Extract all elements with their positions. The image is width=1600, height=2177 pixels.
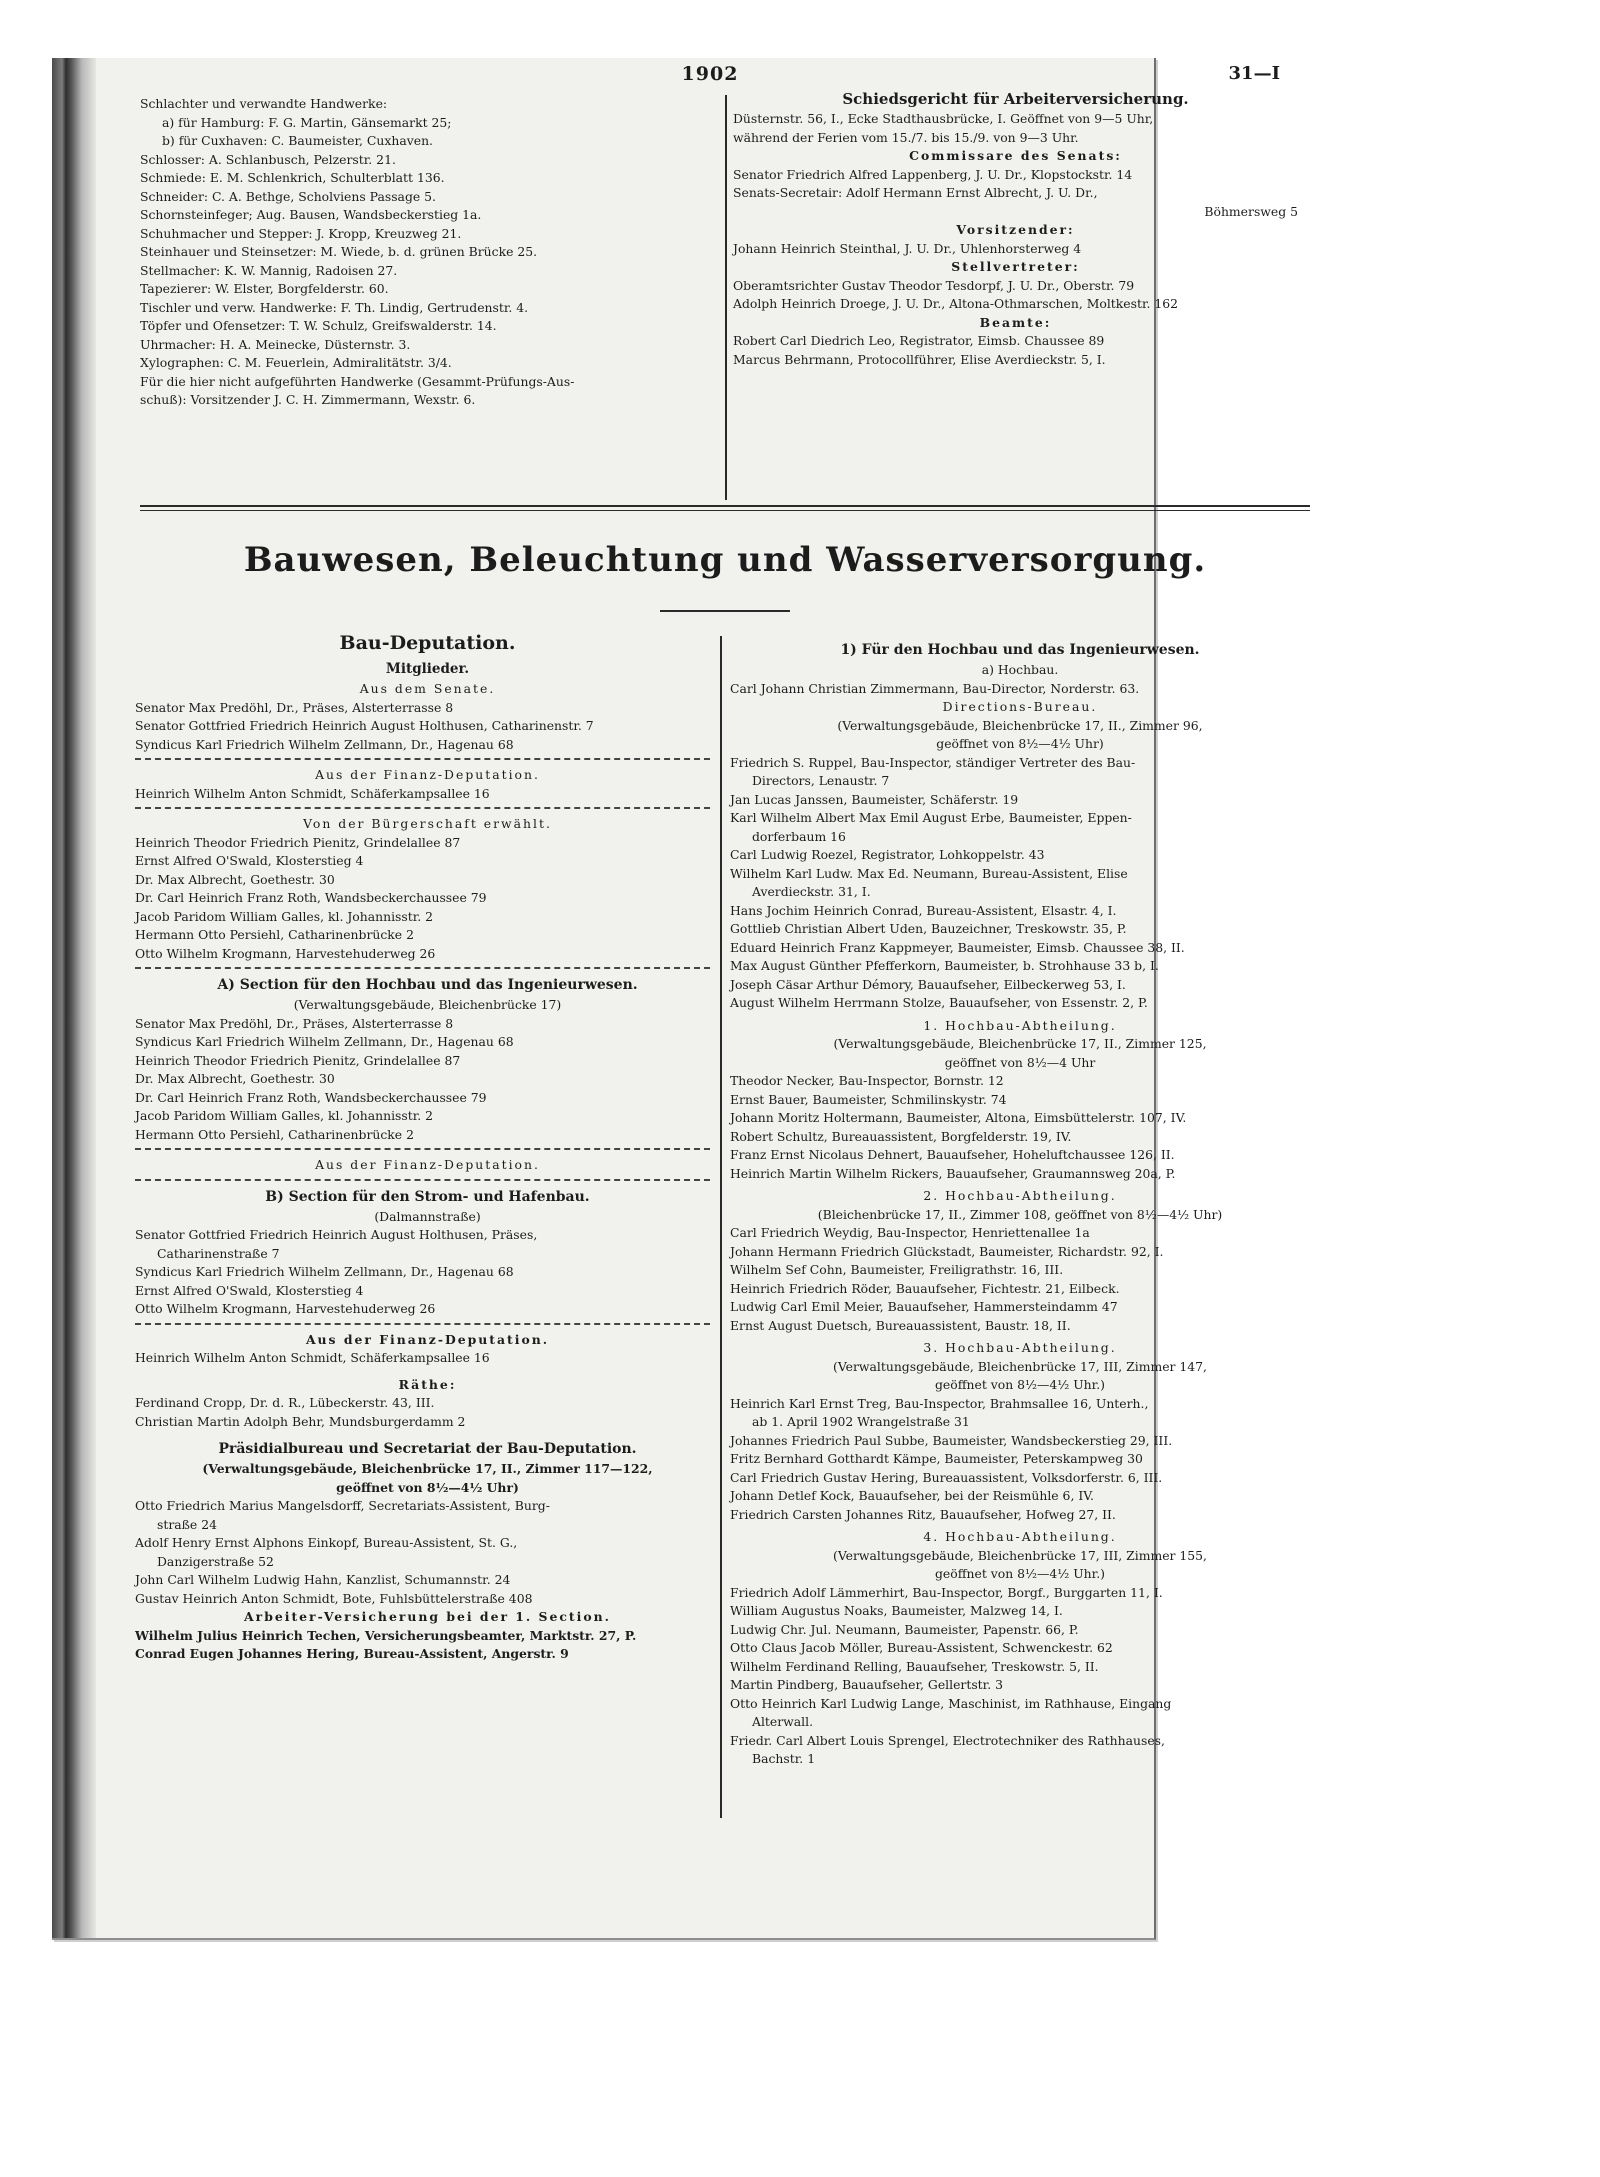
staff-line: Wilhelm Karl Ludw. Max Ed. Neumann, Bureau-Assistent, Elise <box>730 865 1128 881</box>
division-heading: 2. Hochbau-Abtheilung. <box>923 1188 1117 1203</box>
trade-line: Tapezierer: W. Elster, Borgfelderstr. 60. <box>140 281 389 296</box>
trade-line: Schneider: C. A. Bethge, Scholviens Passage 5. <box>140 188 436 204</box>
deputy-heading: Stellvertreter: <box>951 259 1080 274</box>
staff-line: Joseph Cäsar Arthur Démory, Bauaufseher, Eilbeckerweg 53, I. <box>730 976 1126 992</box>
division-sub: (Verwaltungsgebäude, Bleichenbrücke 17, III, Zimmer 147, <box>833 1358 1207 1374</box>
deputy-line: Adolph Heinrich Droege, J. U. Dr., Altona-Othmarschen, Moltkestr. 162 <box>733 296 1179 311</box>
staff-line: Friedrich Adolf Lämmerhirt, Bau-Inspector, Borgf., Burggarten 11, I. <box>730 1584 1163 1600</box>
division-heading: 1. Hochbau-Abtheilung. <box>923 1017 1117 1033</box>
member-line: Dr. Carl Heinrich Franz Roth, Wandsbeckerchaussee 79 <box>135 890 487 905</box>
staff-line: Averdieckstr. 31, I. <box>752 884 871 899</box>
bureau-sub: geöffnet von 8½—4½ Uhr) <box>336 1479 519 1495</box>
member-line: Otto Wilhelm Krogmann, Harvestehuderweg 26 <box>135 1301 436 1316</box>
trade-line: Schornsteinfeger; Aug. Bausen, Wandsbeckerstieg 1a. <box>140 207 482 222</box>
subheading: Von der Bürgerschaft erwählt. <box>303 816 552 831</box>
member-line: Catharinenstraße 7 <box>157 1245 280 1261</box>
chair-line: Johann Heinrich Steinthal, J. U. Dr., Uhlenhorsterweg 4 <box>733 240 1082 256</box>
staff-line: dorferbaum 16 <box>752 828 846 844</box>
trade-line: Schmiede: E. M. Schlenkrich, Schulterblatt 136. <box>140 170 445 185</box>
member-line: Senator Max Predöhl, Dr., Präses, Alsterterrasse 8 <box>135 699 454 715</box>
member-line: Syndicus Karl Friedrich Wilhelm Zellmann, Dr., Hagenau 68 <box>135 1264 514 1279</box>
dashed-rule <box>135 758 710 760</box>
dashed-rule <box>135 1323 710 1325</box>
division-heading: 3. Hochbau-Abtheilung. <box>923 1340 1117 1355</box>
staff-line: Theodor Necker, Bau-Inspector, Bornstr. 12 <box>730 1073 1004 1088</box>
staff-line: Max August Günther Pfefferkorn, Baumeister, b. Strohhause 33 b, I. <box>730 958 1159 973</box>
staff-line: Gottlieb Christian Albert Uden, Bauzeichner, Treskowstr. 35, P. <box>730 921 1127 936</box>
division-sub: geöffnet von 8½—4½ Uhr.) <box>934 1566 1105 1581</box>
staff-line: Wilhelm Ferdinand Relling, Bauaufseher, Treskowstr. 5, II. <box>730 1658 1099 1674</box>
staff-line: Heinrich Karl Ernst Treg, Bau-Inspector, Brahmsallee 16, Unterh., <box>730 1395 1149 1411</box>
hochbau-column <box>730 640 1310 1769</box>
bureau-sub: (Verwaltungsgebäude, Bleichenbrücke 17, II., Zimmer 117—122, <box>202 1461 653 1476</box>
staff-line: Karl Wilhelm Albert Max Emil August Erbe, Baumeister, Eppen- <box>730 810 1132 825</box>
member-line: Heinrich Wilhelm Anton Schmidt, Schäferkampsallee 16 <box>135 785 490 801</box>
councils-heading: Räthe: <box>398 1376 457 1392</box>
staff-line: Johann Hermann Friedrich Glückstadt, Baumeister, Richardstr. 92, I. <box>730 1243 1164 1259</box>
member-line: Ernst Alfred O'Swald, Klosterstieg 4 <box>135 1282 364 1298</box>
trade-line: Xylographen: C. M. Feuerlein, Admiralitätstr. 3/4. <box>140 355 452 370</box>
commissaries-heading: Commissare des Senats: <box>909 148 1122 163</box>
hochbau-subheading: a) Hochbau. <box>981 662 1059 677</box>
staff-line: ab 1. April 1902 Wrangelstraße 31 <box>752 1414 970 1429</box>
staff-line: Martin Pindberg, Bauaufseher, Gellertstr. 3 <box>730 1677 1003 1692</box>
insurance-heading: Arbeiter-Versicherung bei der 1. Section. <box>244 1609 611 1624</box>
member-line: Dr. Max Albrecht, Goethestr. 30 <box>135 871 335 887</box>
staff-line: Heinrich Friedrich Röder, Bauaufseher, Fichtestr. 21, Eilbeck. <box>730 1280 1120 1296</box>
staff-line: Robert Schultz, Bureauassistent, Borgfelderstr. 19, IV. <box>730 1128 1072 1144</box>
member-line: Senator Gottfried Friedrich Heinrich August Holthusen, Präses, <box>135 1227 538 1242</box>
staff-line: Bachstr. 1 <box>752 1751 816 1766</box>
staff-line: Franz Ernst Nicolaus Dehnert, Bauaufseher, Hoheluftchaussee 126, II. <box>730 1147 1175 1162</box>
arbitration-court-column <box>733 88 1298 369</box>
member-line: Heinrich Wilhelm Anton Schmidt, Schäferkampsallee 16 <box>135 1350 490 1365</box>
info-line: Düsternstr. 56, I., Ecke Stadthausbrücke, I. Geöffnet von 9—5 Uhr, <box>733 111 1154 126</box>
staff-line: Heinrich Martin Wilhelm Rickers, Bauaufseher, Graumannsweg 20a, P. <box>730 1165 1176 1181</box>
trade-line: schuß): Vorsitzender J. C. H. Zimmermann, Wexstr. 6. <box>140 392 476 407</box>
commissary-line: Senator Friedrich Alfred Lappenberg, J. U. Dr., Klopstockstr. 14 <box>733 166 1133 182</box>
bau-deputation-column <box>135 628 720 1664</box>
insurance-line: Wilhelm Julius Heinrich Techen, Versicherungsbeamter, Marktstr. 27, P. <box>135 1627 637 1643</box>
section-a-sub: (Verwaltungsgebäude, Bleichenbrücke 17) <box>293 997 562 1012</box>
trade-line: a) für Hamburg: F. G. Martin, Gänsemarkt 25; <box>162 114 452 130</box>
commissary-line: Böhmersweg 5 <box>1204 203 1298 219</box>
dashed-rule <box>135 807 710 809</box>
member-line: Heinrich Theodor Friedrich Pienitz, Grindelallee 87 <box>135 1052 461 1068</box>
trade-line: Für die hier nicht aufgeführten Handwerke (Gesammt-Prüfungs-Aus- <box>140 373 575 389</box>
subheading: Aus der Finanz-Deputation. <box>315 1157 540 1172</box>
division-sub: geöffnet von 8½—4 Uhr <box>944 1054 1096 1070</box>
staff-line: Alterwall. <box>752 1714 814 1729</box>
trades-column <box>140 95 720 410</box>
division-sub: (Bleichenbrücke 17, II., Zimmer 108, geöffnet von 8½—4½ Uhr) <box>817 1206 1223 1222</box>
member-line: Hermann Otto Persiehl, Catharinenbrücke 2 <box>135 927 414 942</box>
staff-line: Friedr. Carl Albert Louis Sprengel, Electrotechniker des Rathhauses, <box>730 1732 1165 1748</box>
council-line: Ferdinand Cropp, Dr. d. R., Lübeckerstr. 43, III. <box>135 1395 435 1410</box>
bureau-line: Danzigerstraße 52 <box>157 1553 274 1569</box>
main-title: Bauwesen, Beleuchtung und Wasserversorgung. <box>243 540 1207 580</box>
subheading: Aus der Finanz-Deputation. <box>305 1331 550 1347</box>
dashed-rule <box>135 1148 710 1150</box>
staff-line: Ludwig Carl Emil Meier, Bauaufseher, Hammersteindamm 47 <box>730 1299 1118 1314</box>
staff-line: Carl Friedrich Weydig, Bau-Inspector, Henriettenallee 1a <box>730 1225 1090 1240</box>
member-line: Heinrich Theodor Friedrich Pienitz, Grindelallee 87 <box>135 834 461 850</box>
staff-line: Fritz Bernhard Gotthardt Kämpe, Baumeister, Peterskampweg 30 <box>730 1451 1143 1466</box>
official-line: Robert Carl Diedrich Leo, Registrator, Eimsb. Chaussee 89 <box>733 333 1105 348</box>
staff-line: Ludwig Chr. Jul. Neumann, Baumeister, Papenstr. 66, P. <box>730 1621 1079 1637</box>
bureau-line: Adolf Henry Ernst Alphons Einkopf, Bureau-Assistent, St. G., <box>135 1535 518 1550</box>
page-year: 1902 <box>681 63 739 85</box>
trade-line: Schuhmacher und Stepper: J. Kropp, Kreuzweg 21. <box>140 225 462 241</box>
staff-line: Hans Jochim Heinrich Conrad, Bureau-Assistent, Elsastr. 4, I. <box>730 902 1117 918</box>
subheading: Aus dem Senate. <box>359 681 496 696</box>
bureau-line: straße 24 <box>157 1516 217 1532</box>
member-line: Syndicus Karl Friedrich Wilhelm Zellmann, Dr., Hagenau 68 <box>135 1034 514 1049</box>
trade-line: Schlosser: A. Schlanbusch, Pelzerstr. 21. <box>140 151 396 167</box>
division-sub: geöffnet von 8½—4½ Uhr.) <box>934 1377 1105 1392</box>
hochbau-title: 1) Für den Hochbau und das Ingenieurwesen. <box>840 642 1200 658</box>
members-heading: Mitglieder. <box>385 661 470 677</box>
staff-line: Friedrich S. Ruppel, Bau-Inspector, ständiger Vertreter des Bau- <box>730 754 1136 770</box>
staff-line: Carl Ludwig Roezel, Registrator, Lohkoppelstr. 43 <box>730 847 1045 862</box>
staff-line: Directors, Lenaustr. 7 <box>752 773 890 788</box>
bureau-line: Gustav Heinrich Anton Schmidt, Bote, Fuhlsbüttelerstraße 408 <box>135 1590 533 1606</box>
trade-line: Uhrmacher: H. A. Meinecke, Düsternstr. 3. <box>140 336 411 352</box>
staff-line: William Augustus Noaks, Baumeister, Malzweg 14, I. <box>730 1603 1063 1618</box>
member-line: Hermann Otto Persiehl, Catharinenbrücke 2 <box>135 1126 414 1142</box>
division-heading: 4. Hochbau-Abtheilung. <box>923 1529 1117 1544</box>
bureau-title: Präsidialbureau und Secretariat der Bau-Deputation. <box>218 1441 637 1457</box>
officials-heading: Beamte: <box>979 314 1052 330</box>
staff-line: Ernst August Duetsch, Bureauassistent, Baustr. 18, II. <box>730 1317 1071 1333</box>
member-line: Senator Gottfried Friedrich Heinrich August Holthusen, Catharinenstr. 7 <box>135 718 594 733</box>
staff-line: Eduard Heinrich Franz Kappmeyer, Baumeister, Eimsb. Chaussee 38, II. <box>730 939 1185 955</box>
staff-line: Johann Detlef Kock, Bauaufseher, bei der Reismühle 6, IV. <box>730 1488 1094 1503</box>
book-binding-edge <box>52 58 96 1938</box>
chair-heading: Vorsitzender: <box>956 222 1075 237</box>
staff-line: Ernst Bauer, Baumeister, Schmilinskystr. 74 <box>730 1091 1007 1107</box>
top-column-divider <box>725 95 727 500</box>
insurance-line: Conrad Eugen Johannes Hering, Bureau-Assistent, Angerstr. 9 <box>135 1646 569 1661</box>
member-line: Dr. Carl Heinrich Franz Roth, Wandsbeckerchaussee 79 <box>135 1089 487 1105</box>
director-line: Carl Johann Christian Zimmermann, Bau-Director, Norderstr. 63. <box>730 680 1140 696</box>
staff-line: Wilhelm Sef Cohn, Baumeister, Freiligrathstr. 16, III. <box>730 1262 1064 1277</box>
staff-line: Otto Claus Jacob Möller, Bureau-Assistent, Schwenckestr. 62 <box>730 1640 1113 1655</box>
trade-line: Stellmacher: K. W. Mannig, Radoisen 27. <box>140 262 398 278</box>
directions-bureau-heading: Directions-Bureau. <box>942 699 1098 714</box>
section-b-title: B) Section für den Strom- und Hafenbau. <box>265 1188 590 1205</box>
dashed-rule <box>135 967 710 969</box>
arbitration-title: Schiedsgericht für Arbeiterversicherung. <box>842 90 1189 108</box>
trade-line: Steinhauer und Steinsetzer: M. Wiede, b. d. grünen Brücke 25. <box>140 244 538 259</box>
section-rule-thin <box>140 510 1310 511</box>
official-line: Marcus Behrmann, Protocollführer, Elise Averdieckstr. 5, I. <box>733 351 1106 367</box>
division-sub: (Verwaltungsgebäude, Bleichenbrücke 17, II., Zimmer 125, <box>833 1036 1207 1051</box>
title-underline <box>660 610 790 612</box>
staff-line: Johannes Friedrich Paul Subbe, Baumeister, Wandsbeckerstieg 29, III. <box>730 1432 1173 1448</box>
member-line: Syndicus Karl Friedrich Wilhelm Zellmann, Dr., Hagenau 68 <box>135 736 514 752</box>
council-line: Christian Martin Adolph Behr, Mundsburgerdamm 2 <box>135 1413 466 1429</box>
staff-line: Carl Friedrich Gustav Hering, Bureauassistent, Volksdorferstr. 6, III. <box>730 1469 1163 1485</box>
member-line: Jacob Paridom William Galles, kl. Johannisstr. 2 <box>135 908 434 924</box>
staff-line: Jan Lucas Janssen, Baumeister, Schäferstr. 19 <box>730 791 1019 807</box>
dashed-rule <box>135 1179 710 1181</box>
bureau-line: John Carl Wilhelm Ludwig Hahn, Kanzlist, Schumannstr. 24 <box>135 1572 511 1587</box>
member-line: Dr. Max Albrecht, Goethestr. 30 <box>135 1071 335 1086</box>
trade-line: Schlachter und verwandte Handwerke: <box>140 96 388 111</box>
trade-line: Tischler und verw. Handwerke: F. Th. Lindig, Gertrudenstr. 4. <box>140 299 529 315</box>
info-line: während der Ferien vom 15./7. bis 15./9. von 9—3 Uhr. <box>733 129 1079 145</box>
deputation-title: Bau-Deputation. <box>339 632 516 654</box>
section-b-sub: (Dalmannstraße) <box>374 1208 481 1224</box>
staff-line: August Wilhelm Herrmann Stolze, Bauaufseher, von Essenstr. 2, P. <box>730 995 1148 1010</box>
division-sub: (Verwaltungsgebäude, Bleichenbrücke 17, III, Zimmer 155, <box>833 1547 1207 1563</box>
member-line: Jacob Paridom William Galles, kl. Johannisstr. 2 <box>135 1108 434 1123</box>
member-line: Otto Wilhelm Krogmann, Harvestehuderweg 26 <box>135 945 436 961</box>
directions-bureau-sub: geöffnet von 8½—4½ Uhr) <box>936 736 1104 751</box>
member-line: Senator Max Predöhl, Dr., Präses, Alsterterrasse 8 <box>135 1015 454 1031</box>
page-number: 31—I <box>1228 63 1280 84</box>
trade-line: b) für Cuxhaven: C. Baumeister, Cuxhaven. <box>162 133 433 148</box>
bureau-line: Otto Friedrich Marius Mangelsdorff, Secretariats-Assistent, Burg- <box>135 1498 550 1513</box>
member-line: Ernst Alfred O'Swald, Klosterstieg 4 <box>135 853 364 868</box>
section-a-title: A) Section für den Hochbau und das Ingenieurwesen. <box>217 977 638 993</box>
section-rule <box>140 505 1310 507</box>
staff-line: Johann Moritz Holtermann, Baumeister, Altona, Eimsbüttelerstr. 107, IV. <box>730 1110 1187 1125</box>
subheading: Aus der Finanz-Deputation. <box>315 767 540 782</box>
trade-line: Töpfer und Ofensetzer: T. W. Schulz, Greifswalderstr. 14. <box>140 318 497 333</box>
column-divider <box>720 636 722 1818</box>
staff-line: Friedrich Carsten Johannes Ritz, Bauaufseher, Hofweg 27, II. <box>730 1506 1116 1522</box>
directions-bureau-sub: (Verwaltungsgebäude, Bleichenbrücke 17, II., Zimmer 96, <box>837 717 1203 733</box>
staff-line: Otto Heinrich Karl Ludwig Lange, Maschinist, im Rathhause, Eingang <box>730 1695 1172 1711</box>
commissary-line: Senats-Secretair: Adolf Hermann Ernst Albrecht, J. U. Dr., <box>733 185 1098 200</box>
deputy-line: Oberamtsrichter Gustav Theodor Tesdorpf, J. U. Dr., Oberstr. 79 <box>733 277 1135 293</box>
